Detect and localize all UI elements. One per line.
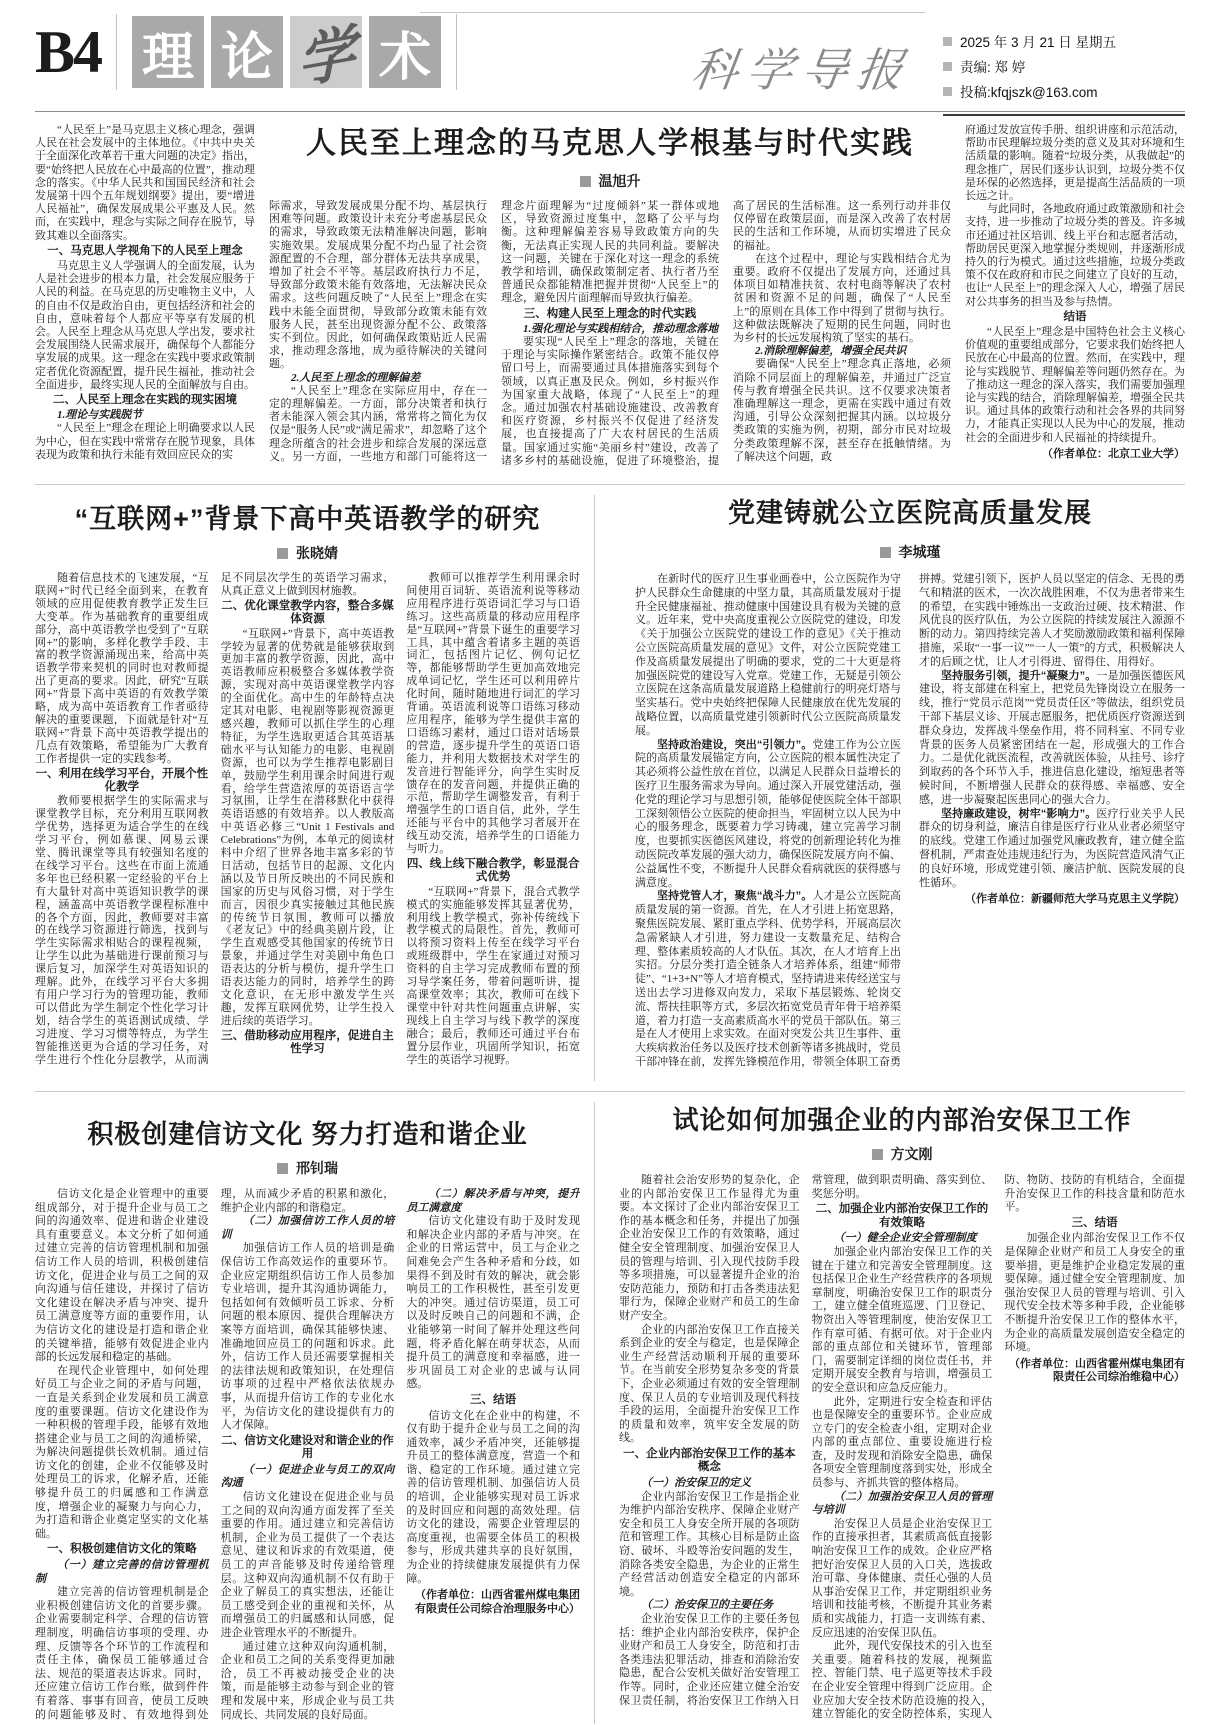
paragraph: “互联网+”背景下，混合式教学模式的实施能够发挥其显著优势，利用线上教学模式，弥补传统线下教学模式的局限性。首先，教师可以将预习资料上传至在线学习平台或班级群中，学生在家通过对预习资料的自主学习完成教师布置的预习导学案任务，带着问题听讲，提高课堂效率；其次，教师可在线下课堂中针对共性问题重点讲解，实现线上自主学习与线下教学的深度融合；最后，教师还可通过平台布置分层作业，巩固所学知识，拓宽学生的英语学习视野。: [406, 885, 580, 1066]
sub-heading: 2.人民至上理念的理解偏差: [291, 371, 421, 384]
sub-heading: （二）治安保卫的主要任务: [641, 1599, 773, 1612]
author-affiliation: （作者单位：北京工业大学）: [1042, 447, 1185, 460]
paragraph: 要实现“人民至上”理念的落地，关键在于理论与实际操作紧密结合。政策不能仅停留口号上，而需要通过具体措施落实到每个领域，以真正惠及民众。例如，乡村振兴作为国家重大战略，体现了“人民至上”的理念。通过加强农村基础设施建设、改善教育和医疗资源，乡村振兴不仅促进了经济发展，也直接提高了广大农村居民的生活质量。国家通过实施“美丽乡村”建设，改善了诸多乡村的基础设施，促进了环境整治，提高了居民的生活标准。这一系列行动并非仅仅停留在政策层面，而是深入改善了农村居民的生活和工作环境，从而切实增进了民众的福祉。: [501, 200, 951, 467]
middle-band: [35, 495, 1185, 1081]
paragraph: 随着社会治安形势的复杂化，企业的内部治安保卫工作显得尤为重要。本文探讨了企业内部治安保卫工作的基本概念和任务，并提出了加强企业治安保卫工作的有效策略，通过健全安全管理制度、加强治安保卫人员的管理与培训、引入现代技防手段等多项措施，可以显著提升企业的治安防范能力，预防和打击各类违法犯罪行为，保障企业财产和员工的生命财产安全。: [619, 1174, 800, 1322]
paragraph-lead: 坚持党管人才，聚焦“战斗力”。: [657, 890, 813, 903]
paragraph: “人民至上”理念是中国特色社会主义核心价值观的重要组成部分，它要求我们始终把人民放在心中最高的位置。然而，在实践中，理论与实践脱节、理解偏差等问题仍然存在。为了推动这一理念的深入落实，我们需要加强理论与实践的结合，消除理解偏差，增强全民共识。通过具体的政策行动和社会各界的共同努力，才能真正实现以人民为中心的发展，推动社会的全面进步和人民福祉的持续提升。: [965, 326, 1185, 444]
author-name: 温旭升: [598, 173, 641, 189]
paragraph: 教师可以推荐学生利用课余时间使用百词斩、英语流利说等移动应用程序进行英语词汇学习与口语练习。这些高质量的移动应用程序是“互联网+”背景下诞生的重要学习工具，其中蕴含着诸多主题的英语词汇，包括图片记忆、例句记忆等，都能够帮助学生更加高效地完成单词记忆，学生还可以利用碎片化时间，随时随地进行词汇的学习背诵。英语流利说等口语练习移动应用程序，能够为学生提供丰富的口语练习素材，通过口语对话场景的营造，逐步提升学生的英语口语能力，并利用大数据技术对学生的发音进行智能评分，向学生实时反馈存在的发音问题，并提供正确的示范，帮助学生调整发音，有利于增强学生的口语自信，此外，学生还能与平台中的其他学习者展开在线互动交流，培养学生的口语能力与听力。: [406, 572, 580, 856]
sub-heading: 1.理论与实践脱节: [57, 409, 143, 422]
author-name: 张晓婧: [296, 545, 338, 561]
article-title: 积极创建信访文化 努力打造和谐企业: [87, 1119, 528, 1149]
author-affiliation: （作者单位：山西省霍州煤电集团有限责任公司综合治理服务中心）: [414, 1589, 580, 1615]
paragraph-lead: 坚持政治建设，突出“引领力”。: [657, 738, 813, 751]
sub-heading: （一）健全企业安全管理制度: [833, 1232, 977, 1245]
section-heading: 三、结语: [1071, 1216, 1118, 1229]
section-heading: 四、线上线下融合教学，彰显混合式优势: [406, 857, 580, 883]
paragraph: “人民至上”理念在理论上明确要求以人民为中心，但在实践中常常存在脱节现象，具体表现为政策和执行未能有效回应民众的实: [35, 422, 255, 461]
paragraph: 坚持党管人才，聚焦“战斗力”。人才是公立医院高质量发展的第一资源。首先，在人才引进上拓宽思路，聚焦医院发展、紧盯重点学科、优势学科，开展高层次急需紧缺人才引进，努力建设一支数量充足、结构合理、整体素质较高的人才队伍。其次，在人才培育上出实招。分层分类打造全链条人才培养体系，组建“师带徒”、“1+3+N”等人才培育模式，坚持请进来传经送宝与送出去学习进修双向发力，采取下基层锻炼、轮岗交流、帮扶挂职等方式，多层次拓宽党员青年骨干培养渠道，着力打造一支高素质高水平的党员干部队伍。第三是在人才使用上求实效。在面对突发公共卫生事件、重大疾病救治任务以及医疗技术创新等诸多挑战时，党员干部冲锋在前，发挥先锋模范作用，带领全体职工奋勇拼搏。党建引领下，医护人员以坚定的信念、无畏的勇气和精湛的医术，一次次战胜困难，不仅为患者带来生的希望，在实践中锤炼出一支政治过硬、技术精湛、作风优良的医疗队伍，为公立医院的持续发展注入源源不断的动力。第四持续完善人才奖励激励政策和福利保障措施，采取“一事一议”“一人一策”的方式，积极解决人才的后顾之忧，让人才引得进、留得住、用得好。: [635, 573, 1185, 1068]
header-divider: [456, 14, 457, 90]
paragraph: 加强企业内部治安保卫工作的关键在于建立和完善安全管理制度。这包括保卫企业生产经营秩序的各项规章制度，明确治安保卫工作的职责分工，建立健全值班巡逻、门卫登记、物资出入等管理制度，使治安保卫工作有章可循、有据可依。对于企业内部的重点部位和关键环节，管理部门，需要制定详细的岗位责任书，并定期开展安全教育与培训，增强员工的安全意识和应急反应能力。: [811, 1245, 993, 1394]
article-title: 人民至上理念的马克思人学根基与时代实践: [306, 127, 914, 160]
paragraph: 加强企业内部治安保卫工作不仅是保障企业财产和员工人身安全的重要举措，更是维护企业稳定发展的重要保障。通过健全安全管理制度、加强治安保卫人员的管理与培训、引入现代安全技术等多种手段，企业能够不断提升治安保卫工作的整体水平，为企业的高质量发展创造安全稳定的环境。: [1004, 1232, 1185, 1354]
article-body: [35, 572, 580, 1081]
page-header: [35, 14, 1185, 112]
paragraph: “人民至上”是马克思主义核心理念，强调人民在社会发展中的主体地位。《中共中央关于全面深化改革若干重大问题的决定》指出，要“始终把人民放在心中最高的位置”，推动理念的落实。《中华人民共和国国民经济和社会发展第十四个五年规划纲要》提出，要“增进人民福祉”，确保发展成果公平惠及人民。然而，在实践中，理念与实际之间存在脱节，导致其难以全面落实。: [35, 124, 255, 242]
article-body: [635, 573, 1185, 1081]
paragraph: “人民至上”理念在实际应用中，存在一定的理解偏差。一方面，部分决策者和执行者未能深入领会其内涵，常常将之简化为仅仅是“服务人民”或“满足需求”，却忽略了这个理念所蕴含的社会进步和综合发展的深远意义。另一方面，一些地方和部门可能将这一理念片面理解为“过度倾斜”某一群体或地区，导致资源过度集中，忽略了公平与均衡。这种理解偏差容易导致政策方向的失衡，无法真正实现人民的共同利益。要解决这一问题，关键在于深化对这一理念的系统教学和培训，确保政策制定者、执行者乃至普通民众都能精准把握并贯彻“人民至上”的理念，避免因片面理解而导致执行偏差。: [269, 200, 719, 463]
header-divider: [116, 14, 117, 90]
article-title: 试论如何加强企业的内部治安保卫工作: [672, 1105, 1132, 1135]
author-line: [269, 171, 951, 191]
author-line: [619, 1144, 1185, 1164]
paragraph: 企业治安保卫工作的主要任务包括：维护企业内部治安秩序，保护企业财产和员工人身安全，防范和打击各类违法犯罪活动，排查和消除治安隐患，配合公安机关做好治安管理工作等。同时，企业还应建立健全治安保卫责任制，将治安保卫工作纳入日常管理，做到职责明确、落实到位、奖惩分明。: [619, 1174, 993, 1707]
paragraph: 随着信息技术的飞速发展，“互联网+”时代已经全面到来，在教育领域的应用促使教育教学正发生巨大变革。作为基础教育的重要组成部分，高中英语教学也受到了“互联网+”的影响，多样化教学手段、丰富的教学资源涌现出来，给高中英语教学带来契机的同时也对教师提出了更高的要求。因此，研究“互联网+”背景下高中英语的有效教学策略，成为高中英语教育工作者亟待解决的重要课题，下面就是针对“互联网+”背景下高中英语教学提出的几点有效策略，希望能为广大教育工作者提供一定的实践参考。: [35, 572, 209, 765]
submission-email: 投稿:kfqjszk@163.com: [960, 85, 1098, 100]
section-heading: 二、人民至上理念在实践的现实困境: [53, 394, 237, 407]
author-bullet-icon: [277, 1163, 288, 1174]
author-bullet-icon: [872, 1149, 883, 1160]
paragraph: 坚持政治建设，突出“引领力”。党建工作为公立医院的高质量发展锚定方向，公立医院的根本属性决定了其必须将公益性放在首位，以满足人民群众日益增长的医疗卫生服务需求为导向。通过深入开展党建活动，强化党的理论学习与思想引领，能够促使医院全体干部职工深刻领悟公立医院的使命担当，牢固树立以人民为中心的服务理念，既要着力学习铸魂，建立完善学习制度，也要抓实医德医风建设，将党的创新理论转化为推动医院改革发展的强大动力，确保医院发展方向不偏、公益属性不变，不断提升人民群众看病就医的获得感与满意度。: [635, 738, 902, 889]
paragraph: 信访文化建设在促进企业与员工之间的双向沟通方面发挥了至关重要的作用。通过建立和完善信访机制，企业为员工提供了一个表达意见、建议和诉求的有效渠道，使员工的声音能够及时传递给管理层。这种双向沟通机制不仅有助于企业了解员工的真实想法，还能让员工感受到企业的重视和关怀，从而增强员工的归属感和认同感，促进企业管理水平的不断提升。: [220, 1491, 395, 1639]
sub-heading: （一）促进企业与员工的双向沟通: [220, 1463, 395, 1490]
paragraph: 通过建立这种双向沟通机制，企业和员工之间的关系变得更加融洽，员工不再被动接受企业的决策，而是能够主动参与到企业的管理和发展中来，形成企业与员工共同成长、共同发展的良好局面。: [220, 1640, 395, 1721]
paragraph: 坚持服务引领，提升“凝聚力”。一是加强医德医风建设，将支部建在科室上，把党员先锋岗设立在服务一线，推行“党员示范岗”“党员责任区”等做法，组织党员干部下基层义诊、开展志愿服务，把优质医疗资源送到群众身边，发挥战斗堡垒作用，将不同科室、不同专业背景的医务人员紧密团结在一起，形成强大的工作合力。二是优化就医流程，改善就医体验，从挂号、诊疗到取药的各个环节入手，推进信息化建设，缩短患者等候时间，不断增强人民群众的获得感、幸福感、安全感，进一步凝聚起医患同心的强大合力。: [919, 669, 1185, 806]
section-title-tile: 术: [369, 16, 441, 88]
paragraph: 际需求，导致发展成果分配不均、基层执行困难等问题。政策设计未充分考虑基层民众的需求，导致政策无法精准解决问题，影响实施效果。发展成果分配不均凸显了社会资源配置的不合理，部分群体无法共享成果，增加了社会不平等。基层政府执行力不足，导致部分政策未能有效落地，无法解决民众需求。这些问题反映了“人民至上”理念在实践中未能全面贯彻，导致部分政策未能有效服务人民，甚至出现资源分配不公、政策落实不到位。因此，如何确保政策贴近人民需求，推动理念落地，成为亟待解决的关键问题。: [269, 200, 487, 371]
paragraph: 企业内部治安保卫工作是指企业为维护内部治安秩序、保障企业财产安全和员工人身安全所开展的各项防范和管理工作。其核心目标是防止盗窃、破坏、斗殴等治安问题的发生，消除各类安全隐患，为企业的正常生产经营活动创造安全稳定的内部环境。: [619, 1490, 800, 1598]
author-bullet-icon: [880, 547, 891, 558]
article-body-column-right: [965, 124, 1185, 474]
section-title-tile: 论: [211, 16, 283, 88]
section-title-tile-stylized: 学: [290, 16, 362, 88]
article-body: [619, 1174, 1185, 1724]
section-heading: 一、企业内部治安保卫工作的基本概念: [623, 1447, 796, 1474]
sub-heading: （二）解决矛盾与冲突，提升员工满意度: [406, 1188, 580, 1214]
paragraph: 信访文化在企业中的构建，不仅有助于提升企业与员工之间的沟通效率，减少矛盾冲突，还能够提升员工的整体满意度，营造一个和谐、稳定的工作环境。通过建立完善的信访管理机制、加强信访人员的培训，企业能够实现对员工诉求的及时回应和问题的高效处理。信访文化的建设，需要企业管理层的高度重视，也需要全体员工的积极参与，形成共建共享的良好氛围，为企业的持续健康发展提供有力保障。: [406, 1409, 580, 1585]
section-separator: [35, 484, 1185, 485]
paragraph: 此外，定期进行安全检查和评估也是保障安全的重要环节。企业应成立专门的安全检查小组，定期对企业内部的重点部位、重要设施进行检查，及时发现和消除安全隐患，确保各项安全管理制度落到实处，形成全员参与、齐抓共管的整体格局。: [811, 1395, 993, 1490]
sub-heading: 1.强化理论与实践相结合，推动理念落地: [523, 322, 719, 335]
paragraph: 教师要根据学生的实际需求与课堂教学目标，充分利用互联网教学优势，选择更为适合学生的在线学习平台，例如慕课、网易云课堂、腾讯课堂等具有较强知名度的在线学习平台。这些在市面上流通多年也已经积累一定经验的平台上有大量针对高中英语知识教学的课程，涵盖高中英语教学课程标准中的各个方面，因此，教师要对丰富的在线学习资源进行筛选，找到与学生实际需求相贴合的课程视频，让学生以此为基础进行课前预习与课后复习，加深学生对英语知识的理解。此外，在线学习平台大多拥有用户学习行为的管理功能，教师可以借此为学生制定个性化学习计划，结合学生的英语测试成绩、学习进度、学习习惯等特点，为学生智能推送更为合适的学习任务，对学生进行个性化分层教学，从而满足不同层次学生的英语学习需求，从真正意义上做到因材施教。: [35, 572, 395, 1066]
editor-name: 责编: 郑 婷: [960, 60, 1026, 75]
sub-heading: 2.消除理解偏差，增强全民共识: [755, 345, 907, 358]
paragraph: 信访文化建设有助于及时发现和解决企业内部的矛盾与冲突。在企业的日常运营中，员工与企业之间难免会产生各种矛盾和分歧，如果得不到及时有效的解决，就会影响员工的工作积极性，甚至引发更大的冲突。通过信访渠道，员工可以及时反映自己的问题和不满，企业能够第一时间了解并处理这些问题，将矛盾化解在萌芽状态，从而提升员工的满意度和幸福感，进一步巩固员工对企业的忠诚与认同感。: [406, 1215, 580, 1391]
bullet-square-icon: [943, 87, 952, 96]
section-heading: 二、信访文化建设对和谐企业的作用: [221, 1434, 394, 1461]
author-bullet-icon: [277, 548, 288, 559]
publication-date-row: [943, 31, 1181, 51]
paragraph: 在新时代的医疗卫生事业画卷中，公立医院作为守护人民群众生命健康的中坚力量，其高质量发展对于提升全民健康福祉、推动健康中国建设具有极为关键的意义。近年来，党中央高度重视公立医院党的建设，印发《关于加强公立医院党的建设工作的意见》《关于推动公立医院高质量发展的意见》文件，对公立医院党建工作及高质量发展提出了明确的要求，党的二十大更是将加强医院党的建设写入党章。党建工作，无疑是引领公立医院在这条高质量发展道路上稳健前行的明亮灯塔与坚实基石。党中央始终把保障人民健康放在优先发展的战略位置，以高质量党建引领新时代公立医院高质量发展。: [635, 573, 901, 737]
paragraph: “互联网+”背景下，高中英语教学较为显著的优势就是能够获取到更加丰富的教学资源，因此，高中英语教师应积极整合多媒体教学资源，实现对高中英语课堂教学内容的全面优化。高中生的年龄特点决定其对电影、电视剧等影视资源更感兴趣，教师可以抓住学生的心理特征，为学生选取更适合其英语基础水平与认知能力的电影、电视剧资源，也可以为学生推荐电影剧目单，鼓励学生利用课余时间进行观看，给学生营造浓厚的英语语言学习氛围，让学生在潜移默化中获得英语语感的有效培养。以人教版高中英语必修三“Unit 1 Festivals and Celebrations”为例，本单元的阅读材料中介绍了世界各地丰富多彩的节日活动，包括节日的起源、文化内涵以及节日所反映出的不同民族和国家的历史与风俗习惯，对于学生而言，因很少真实接触过其他民族的传统节日氛围，教师可以播放《老友记》中的经典美剧片段，让学生直观感受其他国家的传统节日景象，并通过学生对美剧中角色口语表达的分析与模仿，提升学生口语表达能力的同时，培养学生的跨文化意识，在无形中激发学生兴趣，发挥互联网优势，让学生投入进后续的英语学习。: [220, 627, 395, 1027]
editor-row: [943, 56, 1181, 76]
article-title: “互联网+”背景下高中英语教学的研究: [74, 504, 541, 534]
bottom-band: [35, 1102, 1185, 1724]
article-internet-english: [35, 495, 580, 1081]
paragraph: 信访文化是企业管理中的重要组成部分，对于提升企业与员工之间的沟通效率、促进和谐企业建设具有重要意义。本文分析了如何通过建立完善的信访管理机制和加强信访工作人员的培训，积极创建信访文化，促进企业与员工之间的双向沟通与信任建设，并探讨了信访文化建设在解决矛盾与冲突、提升员工满意度等方面的重要作用，认为信访文化的建设是打造和谐企业的关键举措，能够有效促进企业内部的长远发展和稳定的基础。: [35, 1188, 209, 1364]
author-name: 邢钊瑞: [296, 1160, 338, 1176]
paragraph: 在现代企业管理中，如何处理好员工与企业之间的矛盾与问题，一直是关系到企业发展和员工满意度的重要课题。信访文化建设作为一种积极的管理手段，能够有效地搭建企业与员工之间的沟通桥梁，为解决问题提供长效机制。通过信访文化的创建，企业不仅能够及时处理员工的诉求，化解矛盾，还能够提升员工的归属感和工作满意度，增强企业的凝聚力与向心力，为打造和谐企业奠定坚实的文化基础。: [35, 1364, 209, 1540]
paragraph: 此外，现代安保技术的引入也至关重要。随着科技的发展，视频监控、智能门禁、电子巡更等技术手段在企业安全管理中得到广泛应用。企业应加大安全技术防范设施的投入，建立智能化的安全防控体系，实现人防、物防、技防的有机结合，全面提升治安保卫工作的科技含量和防范水平。: [811, 1174, 1185, 1721]
author-affiliation: （作者单位：山西省霍州煤电集团有限责任公司综治维稳中心）: [1008, 1357, 1185, 1384]
section-title-tile: 理: [132, 16, 204, 88]
article-body: [35, 1188, 580, 1724]
article-center: [269, 124, 951, 474]
article-party-hospital: [595, 495, 1185, 1081]
author-name: 李城瑾: [898, 544, 941, 560]
section-heading: 结语: [1063, 310, 1087, 323]
sub-heading: （二）加强治安保卫人员的管理与培训: [811, 1490, 993, 1517]
paragraph: 加强信访工作人员的培训是确保信访工作高效运作的重要环节。企业应定期组织信访工作人员参加专业培训，提升其沟通协调能力，包括如何有效倾听员工诉求、分析问题的根本原因、提供合理解决方案等方面培训，确保其能够快速、准确地回应员工的问题和诉求。此外，信访工作人员还需要掌握相关的法律法规和政策知识，在处理信访事项的过程中严格依法依规办事，从而提升信访工作的专业化水平，为信访文化的建设提供有力的人才保障。: [220, 1242, 395, 1432]
author-affiliation: （作者单位：新疆师范大学马克思主义学院）: [965, 893, 1185, 906]
paragraph-lead: 坚持服务引领，提升“凝聚力”。: [941, 669, 1097, 682]
article-people-first: [35, 124, 1185, 474]
article-petition-culture: [35, 1102, 580, 1724]
article-body: [269, 200, 951, 474]
sub-heading: （一）治安保卫的定义: [641, 1477, 751, 1490]
article-title: 党建铸就公立医院高质量发展: [728, 498, 1092, 528]
section-heading: 二、优化课堂教学内容，整合多媒体资源: [221, 599, 394, 625]
author-bullet-icon: [580, 176, 591, 187]
section-heading: 一、积极创建信访文化的策略: [47, 1543, 197, 1556]
article-body-column-left: [35, 124, 255, 474]
submission-row: [943, 81, 1181, 101]
header-top-rule: [420, 12, 925, 13]
paragraph: 治安保卫人员是企业治安保卫工作的直接承担者，其素质高低直接影响治安保卫工作的成效。企业应严格把好治安保卫人员的入口关，选拔政治可靠、身体健康、责任心强的人员从事治安保卫工作，并定期组织业务培训和技能考核，不断提升其业务素质和实战能力，打造一支训练有素、反应迅速的治安保卫队伍。: [811, 1517, 993, 1639]
header-left: [35, 14, 457, 96]
section-heading: 二、加强企业内部治安保卫工作的有效策略: [815, 1203, 989, 1229]
header-right: [688, 14, 1185, 116]
section-heading: 三、结语: [470, 1393, 517, 1406]
page-number: B4: [35, 19, 102, 85]
article-security-work: [595, 1102, 1185, 1724]
section-separator: [35, 1091, 1185, 1092]
paragraph: 坚持廉政建设，树牢“影响力”。医疗行业关乎人民群众的切身利益，廉洁自律是医疗行业从业者必须坚守的底线。党建工作通过加强党风廉政教育，建立健全监督机制，严肃查处违规违纪行为，为医院营造风清气正的良好环境，形成党建引领、廉洁护航、医院发展的良性循环。: [919, 807, 1185, 889]
paragraph: 与此同时，各地政府通过政策激励和社会支持，进一步推动了垃圾分类的普及。许多城市还通过社区培训、线上平台和志愿者活动，帮助居民更深入地掌握分类规则，并逐渐形成持久的行为模式。通过这些措施，垃圾分类政策不仅在政府和市民之间建立了良好的互动，也让“人民至上”的理念深入人心，增强了居民对公共事务的担当及参与热情。: [965, 203, 1185, 308]
publication-date: 2025 年 3 月 21 日 星期五: [960, 35, 1117, 50]
publication-info: [943, 24, 1185, 116]
sub-heading: （一）建立完善的信访管理机制: [35, 1559, 209, 1585]
author-name: 方文刚: [890, 1146, 933, 1162]
newspaper-logo: 科学导报: [688, 45, 916, 96]
paragraph: 府通过发放宣传手册、组织讲座和示范活动，帮助市民理解垃圾分类的意义及其对环境和生活质量的影响。随着“垃圾分类，从我做起”的理念推广，居民们逐步认识到，垃圾分类不仅是环保的必然选择，更是提高生活品质的一项长远之计。: [965, 124, 1185, 203]
author-line: [35, 1158, 580, 1178]
section-heading: 一、利用在线学习平台，开展个性化教学: [35, 767, 209, 793]
sub-heading: （二）加强信访工作人员的培训: [220, 1215, 395, 1241]
author-line: [635, 542, 1185, 562]
paragraph: 企业的内部治安保卫工作直接关系到企业的安全与稳定，也是保障企业生产经营活动顺利开展的重要环节。在当前安全形势复杂多变的背景下，企业必须通过有效的安全管理制度、保卫人员的专业培训及现代科技手段的运用，全面提升治安保卫工作的质量和效率，筑牢安全发展的防线。: [619, 1323, 800, 1445]
section-name: [132, 16, 441, 96]
paragraph: 建立完善的信访管理机制是企业积极创建信访文化的首要步骤。企业需要制定科学、合理的信访管理制度，明确信访事项的受理、办理、反馈等各个环节的工作流程和责任主体，确保员工能够通过合法、规范的渠道表达诉求。同时，还应建立信访工作台账，做到件件有着落、事事有回音，使员工反映的问题能够及时、有效地得到处理，从而减少矛盾的积累和激化，维护企业内部的和谐稳定。: [35, 1188, 395, 1721]
section-heading: 三、构建人民至上理念的时代实践: [523, 307, 697, 320]
section-heading: 一、马克思人学视角下的人民至上理念: [47, 244, 243, 257]
paragraph: 在这个过程中，理论与实践相结合尤为重要。政府不仅提出了发展方向，还通过具体项目如精准扶贫、农村电商等解决了农村贫困和资源不足的问题，确保了“人民至上”的原则在具体工作中得到了贯彻与执行。这种做法既解决了短期的民生问题，同时也为乡村的长远发展构筑了坚实的基石。: [733, 252, 951, 345]
section-heading: 三、借助移动应用程序，促进自主性学习: [221, 1029, 394, 1055]
bullet-square-icon: [943, 62, 952, 71]
bullet-square-icon: [943, 37, 952, 46]
paragraph: 要确保“人民至上”理念真正落地，必须消除不同层面上的理解偏差，并通过广泛宣传与教育增强全民共识。这不仅要求决策者准确理解这一理念，更需在实践中通过有效沟通，引导公众深刻把握其内涵。以垃圾分类政策的实施为例，初期，部分市民对垃圾分类政策理解不深，甚至存在抵触情绪。为了解决这个问题，政: [733, 358, 951, 463]
paragraph-lead: 坚持廉政建设，树牢“影响力”。: [941, 807, 1097, 820]
paragraph: 马克思主义人学强调人的全面发展，认为人是社会进步的根本力量，社会发展应服务于人民的利益。在马克思的历史唯物主义中，人的自由不仅是政治自由，更包括经济和社会的自由，意味着每个人都应平等享有发展的机会。人民至上理念从马克思人学出发，要求社会发展围绕人民需求展开，确保每个人都能分享发展的成果。这一理念在实践中要求政策制定者优化资源配置，提升民生福祉，推动社会全面进步，最终实现人民的全面解放与自由。: [35, 260, 255, 391]
author-line: [35, 543, 580, 563]
